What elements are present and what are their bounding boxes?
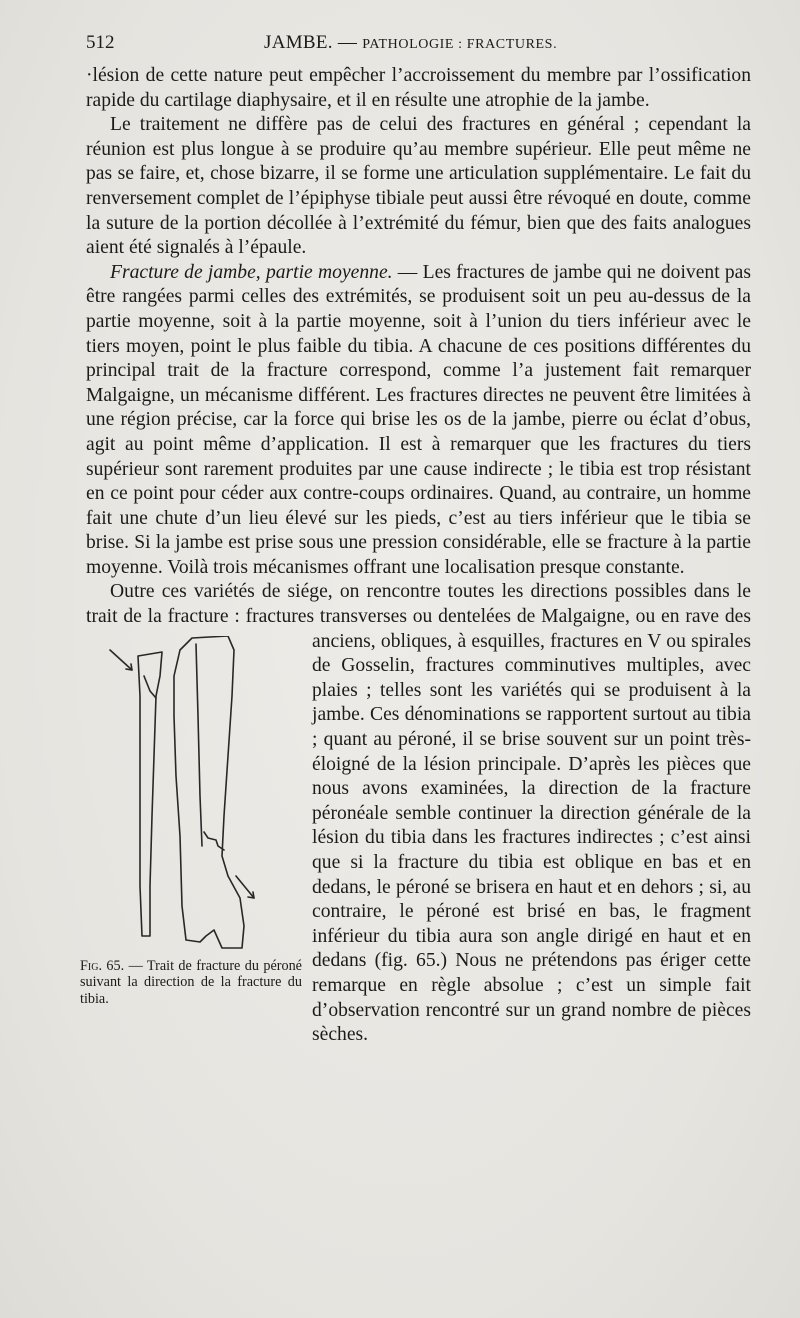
running-title-main: JAMBE. — [264, 32, 333, 53]
page-number: 512 — [86, 32, 115, 53]
tibia-outline — [174, 636, 244, 948]
running-title-section: PATHOLOGIE : FRACTURES. — [362, 37, 558, 52]
paragraph-2: Le traitement ne diffère pas de celui des fractures en général ; cependant la réunion est plus longue à se produire qu’au membre supérieur. Elle peut même ne pas se faire, et, chose bizarre, il se forme une articulation supplémentaire. Le fait du renversement complet de l’épiphyse tibiale peut aussi être révoqué en doute, comme la suture de la portion décollée à l’extrémité du fémur, bien que des faits analogues aient été signalés à l’épaule. — [86, 114, 751, 259]
tibia-fracture-line — [204, 832, 224, 850]
figure-label: Fig. 65. — [80, 957, 125, 974]
figure-65 — [80, 636, 300, 1062]
page-body — [80, 64, 752, 1062]
paragraph-3-text: — Les fractures de jambe qui ne doivent pas être rangées parmi celles des extrémités, se produisent soit un peu au-dessus de la partie moyenne, soit à la partie moyenne, soit à l’union du tiers inférieur avec le tiers moyen, point le plus faible du tibia. A chacune de ces positions différentes du principal trait de la fracture correspond, comme l’a justement fait remarquer Malgaigne, un mécanisme différent. Les fractures directes ne peuvent être limitées à une région précise, car la force qui brise les os de la jambe, pierre ou éclat d’obus, agit au point même d’application. Il est à remarquer que les fractures du tiers supérieur sont rarement produites par une cause indirecte ; le tibia est trop résistant en ce point pour céder aux contre-coups ordinaires. Quand, au contraire, un homme fait une chute d’un lieu élevé sur les pieds, c’est au tiers inférieur que le tibia se brise. Si la jambe est prise sous une pression considérable, elle se fracture à la partie moyenne. Voilà trois mécanismes offrant une localisation presque constante. — [86, 261, 752, 578]
figure-caption-text: — Trait de fracture du péroné suivant la direction de la fracture du tibia. — [80, 957, 302, 1007]
fibula-arrow — [110, 650, 132, 670]
running-title — [264, 32, 557, 54]
fibula-fracture-line — [144, 676, 156, 698]
paragraph-1: ·lésion de cette nature peut empêcher l’accroissement du membre par l’ossification rapide du cartilage diaphysaire, et il en résulte une atrophie de la jambe. — [86, 65, 751, 111]
figure-caption — [80, 958, 302, 1008]
running-title-separator: — — [332, 32, 363, 53]
paragraph-4 — [80, 580, 751, 1047]
paragraph-4-continued: spirales de Gosselin, fractures comminutives multiples, avec plaies ; telles sont les variétés qui se produisent à la jambe. Ces dénominations se rapportent surtout au tibia ; quant au péroné, il se brise souvent sur un point très-éloigné de la lésion principale. D’après les pièces que nous avons examinées, la direction de la fracture péronéale semble continuer la direction générale de la lésion du tibia dans les fractures indirectes ; c’est ainsi que si la fracture du tibia est oblique en bas et en dedans, le péroné se brisera en haut et en dehors ; si, au contraire, le péroné est brisé en bas, le fragment inférieur du tibia aura son angle dirigé en haut et en dedans (fig. 65.) Nous ne prétendons pas ériger cette remarque en règle absolue ; c’est un simple fait d’observation rencontré sur un grand nombre de pièces sèches. — [312, 630, 751, 1046]
paragraph-3 — [86, 261, 751, 581]
paragraph-4-lead: Outre ces variétés de siége, on rencontre toutes les directions possibles dans le trait de la fracture : fractures transverses ou dentelées de Malgaigne, ou en rave des anciens, obliques, à esquilles, fractures en V ou — [86, 581, 751, 652]
fibula-outline — [138, 652, 162, 936]
section-heading-fracture-moyenne: Fracture de jambe, partie moyenne. — [110, 261, 393, 283]
running-header — [86, 30, 756, 58]
tibia-fibula-illustration — [104, 636, 280, 954]
tibia-inner-line — [196, 644, 202, 846]
